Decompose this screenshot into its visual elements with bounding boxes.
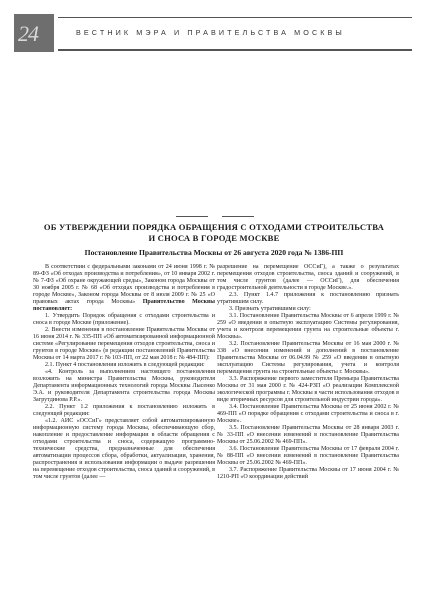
paragraph: 3.1. Постановление Правительства Москвы от 6 апреля 1999 г. № 259 «О введении в опытную эксплуатацию Системы регулирования, учета и контроля перемещения грунта на строительные объекты г. Москвы». [217, 313, 399, 340]
article-title-line-1: ОБ УТВЕРЖДЕНИИ ПОРЯДКА ОБРАЩЕНИЯ С ОТХОДАМИ СТРОИТЕЛЬСТВА [43, 222, 385, 232]
paragraph: 3.2. Постановление Правительства Москвы от 16 мая 2000 г. № 338 «О внесении изменений и дополнений в постановление Правительства Москвы от 06.04.99 № 259 «О введении в опытную эксплуатацию Системы регулирования, учета и контроля перемещения грунта на строительные объекты г. Москвы». [217, 341, 399, 375]
paragraph: 3.4. Постановление Правительства Москвы от 25 июня 2002 г. № 469-ПП «О порядке обращения с отходами строительства и сноса в г. Москве». [217, 404, 399, 424]
article-subtitle: Постановление Правительства Москвы от 26 августа 2020 года № 1386-ПП [84, 248, 344, 257]
paragraph: 2.1. Пункт 4 постановления изложить в следующей редакции: [45, 362, 205, 368]
article-title [36, 222, 392, 244]
paragraph [33, 264, 215, 313]
right-column [217, 264, 399, 594]
paragraph: 2.3. Пункт 1.4.7 приложения к постановлению признать утратившим силу. [217, 292, 399, 305]
paragraph: «1.2. АИС «ОССиГ» представляет собой автоматизированную информационную систему города Москвы, обеспечивающую сбор, накопление и предоставление информации в области обращения с отходами строительства и сноса, содержащую программно-технические средства, предназначенные для обеспечения автоматизации процессов сбора, обработки, актуализации, хранения, распространения и использования информации о выдаче разрешения на перемещение отходов строительства, сноса зданий и сооружений, в том числе грунтов (далее — [33, 418, 215, 480]
paragraph: 3.5. Постановление Правительства Москвы от 28 января 2003 г. № 33-ПП «О внесении изменений в постановление Правительства Москвы от 25.06.2002 № 469-ПП». [217, 425, 399, 445]
page-number: 24 [18, 21, 38, 46]
page-number-badge [14, 14, 54, 52]
page-header [14, 14, 412, 52]
article-divider-right [222, 216, 254, 217]
paragraph: разрешение на перемещение ОССиГ), а также о результатах перемещения отходов строительства, сноса зданий и сооружений, в том числе грунтов (далее — ОССиГ), для обеспечения градостроительной деятельности в городе Москве.». [217, 264, 399, 291]
header-rule-bottom [58, 49, 412, 51]
article-title-line-2: И СНОСА В ГОРОДЕ МОСКВЕ [148, 233, 280, 243]
paragraph: 1. Утвердить Порядок обращения с отходами строительства и сноса в городе Москве (приложение). [33, 313, 215, 326]
left-column [33, 264, 215, 594]
paragraph: 3.3. Распоряжение первого заместителя Премьера Правительства Москвы от 31 мая 2000 г. № 424-РЗП «О реализации Комплексной экологической программы г. Москвы в части использования отходов в виде вторичных ресурсов для строительной индустрии города». [217, 376, 399, 403]
paragraph: 3.6. Постановление Правительства Москвы от 17 февраля 2004 г. № 88-ПП «О внесении изменений в постановление Правительства Москвы от 25.06.2002 № 469-ПП». [217, 446, 399, 466]
header-rule-top [58, 17, 412, 18]
paragraph: 2. Внести изменения в постановление Правительства Москвы от 16 июня 2014 г. № 335-ПП «Об автоматизированной информационной системе «Регулирование перемещения отходов строительства, сноса и грунтов в городе Москве» (в редакции постановлений Правительства Москвы от 14 марта 2017 г. № 103-ПП, от 22 мая 2018 г. № 484-ПП): [33, 327, 215, 361]
paragraph: 2.2. Пункт 1.2 приложения к постановлению изложить в следующей редакции: [33, 404, 215, 417]
running-title: ВЕСТНИК МЭРА И ПРАВИТЕЛЬСТВА МОСКВЫ [76, 28, 345, 37]
paragraph: 3. Признать утратившими силу: [229, 306, 311, 312]
paragraph-text: В соответствии с федеральными законами от 24 июня 1998 г. № 89-ФЗ «Об отходах производства и потребления», от 10 января 2002 г. № 7-ФЗ «Об охране окружающей среды», Законом города Москвы от 30 ноября 2005 г. № 68 «Об отходах производства и потребления в городе Москве», Законом города Москвы от 8 июля 2009 г. № 25 «О правовых актах города Москвы» [33, 264, 215, 305]
paragraph: «4. Контроль за выполнением настоящего постановления возложить на министра Правительства Москвы, руководителя Департамента информационных технологий города Москвы Лысенко Э.А. и руководителя Департамента строительства города Москвы Загрутдинова Р.Р.». [33, 369, 215, 403]
paragraph: 3.7. Распоряжение Правительства Москвы от 17 июня 2004 г. № 1210-РП «О координации действий [217, 467, 399, 480]
resolution-phrase: Правительство Москвы постановляет: [33, 299, 215, 312]
article-divider-left [176, 216, 208, 217]
